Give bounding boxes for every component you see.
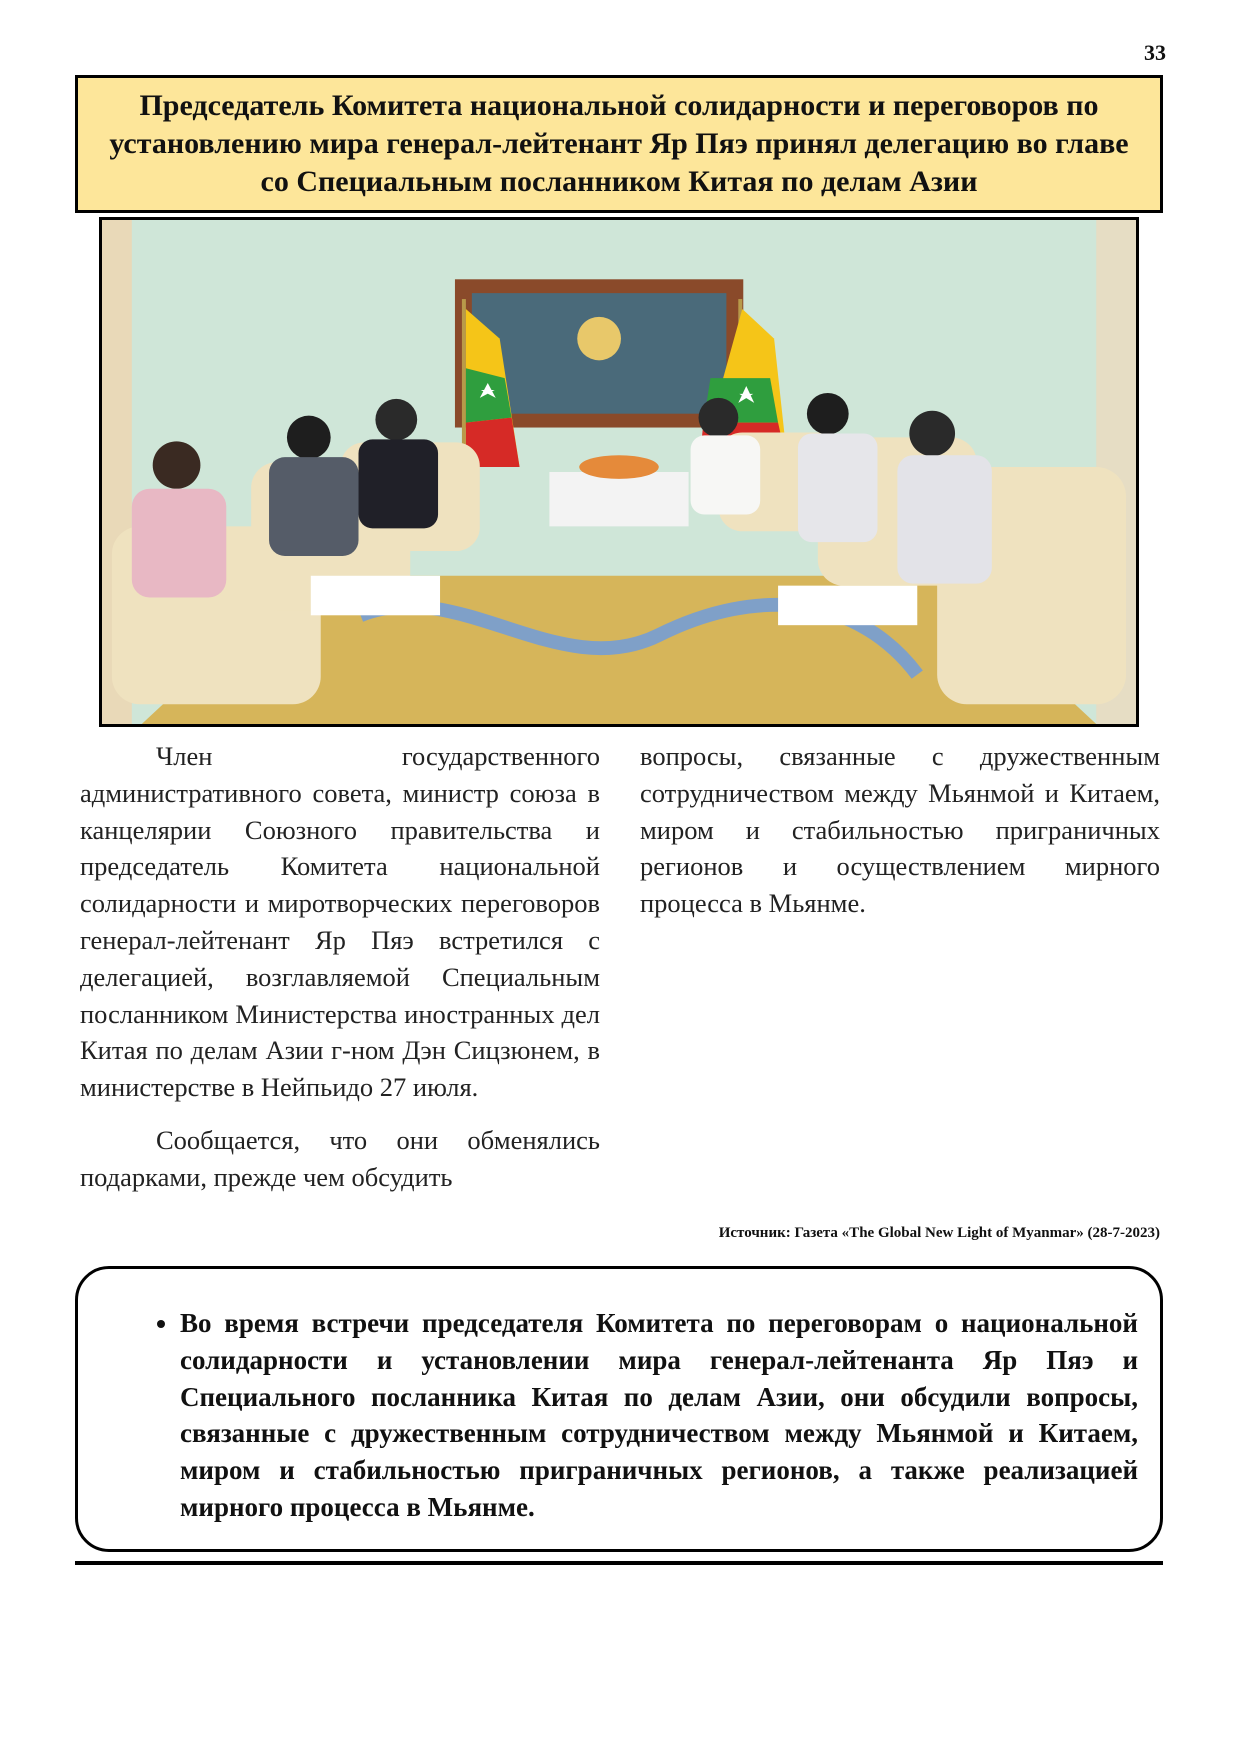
article-paragraph-2: Сообщается, что они обменялись подарками, прежде чем обсудить	[80, 1124, 600, 1192]
article-paragraph-2-continued: вопросы, связанные с дружественным сотрудничеством между Мьянмой и Китаем, миром и стабильностью приграничных регионов и осуществлением мирного процесса в Мьянме.	[640, 741, 1160, 919]
photo-side-table-left	[311, 576, 440, 616]
photo-person-3-body	[359, 439, 439, 528]
photo-person-5-body	[798, 433, 878, 542]
bottom-rule	[75, 1561, 1163, 1565]
article-column-right	[640, 738, 1160, 922]
source-citation: Источник: Газета «The Global New Light of Myanmar» (28-7-2023)	[718, 1225, 1160, 1241]
meeting-photo	[99, 217, 1139, 727]
photo-person-3-head	[375, 399, 417, 441]
summary-box	[75, 1266, 1163, 1552]
article-column-left	[80, 738, 600, 1258]
photo-person-2-head	[287, 416, 331, 459]
photo-person-1-head	[153, 441, 201, 488]
photo-person-2-body	[269, 457, 358, 556]
article-paragraph-1: Член государственного административного совета, министр союза в канцелярии Союзного правительства и председатель Комитета национальной солидарности и миротворческих переговоров генерал-лейтенант Яр Пяэ встретился с делегацией, возглавляемой Специальным посланником Министерства иностранных дел Китая по делам Азии г-ном Дэн Сицзюнем, в министерстве в Нейпьидо 27 июля.	[80, 741, 600, 1103]
headline-box	[75, 75, 1163, 213]
photo-person-5-head	[807, 393, 849, 435]
photo-side-table-right	[778, 586, 917, 626]
photo-person-1-body	[132, 489, 226, 598]
photo-person-4-body	[691, 435, 761, 514]
photo-person-6-head	[909, 411, 955, 456]
photo-painting-detail	[577, 317, 621, 360]
meeting-photo-illustration	[102, 220, 1136, 724]
page-number: 33	[1144, 40, 1166, 65]
photo-center-table	[549, 472, 688, 526]
headline: Председатель Комитета национальной солидарности и переговоров по установлению мира генерал-лейтенант Яр Пяэ принял делегацию во главе со Специальным посланником Китая по делам Азии	[109, 89, 1129, 198]
summary-bullet: • Во время встречи председателя Комитета по переговорам о национальной солидарности и установлении мира генерал-лейтенанта Яр Пяэ и Специального посланника Китая по делам Азии, они обсудили вопросы, связанные с дружественным сотрудничеством между Мьянмой и Китаем, миром и стабильностью приграничных регионов, а также реализацией мирного процесса в Мьянме.	[180, 1305, 1138, 1526]
photo-person-4-head	[699, 398, 739, 438]
photo-person-6-body	[897, 455, 991, 583]
summary-list	[128, 1305, 1138, 1526]
photo-flowers	[579, 455, 659, 479]
